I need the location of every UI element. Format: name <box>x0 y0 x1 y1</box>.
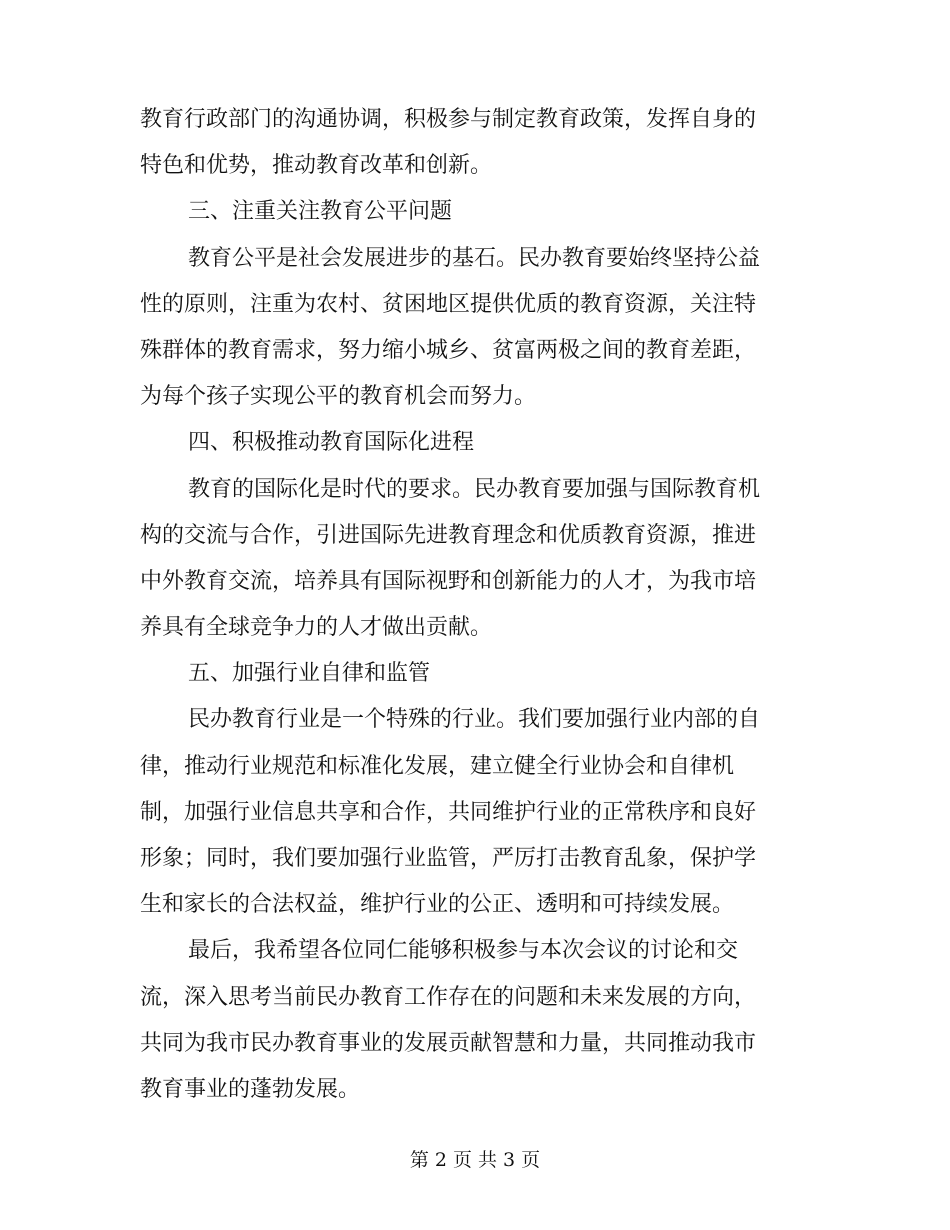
body-text-line: 为每个孩子实现公平的教育机会而努力。 <box>140 384 537 410</box>
body-text-line: 殊群体的教育需求，努力缩小城乡、贫富两极之间的教育差距， <box>140 337 757 363</box>
body-text-line: 民办教育行业是一个特殊的行业。我们要加强行业内部的自 <box>188 707 761 733</box>
body-text-line: 教育行政部门的沟通协调，积极参与制定教育政策，发挥自身的 <box>140 107 757 132</box>
body-text-line: 制，加强行业信息共享和合作，共同维护行业的正常秩序和良好 <box>140 799 757 825</box>
body-text-line: 中外教育交流，培养具有国际视野和创新能力的人才，为我市培 <box>140 568 757 594</box>
body-text-line: 特色和优势，推动教育改革和创新。 <box>140 153 493 179</box>
body-text-line: 流，深入思考当前民办教育工作存在的问题和未来发展的方向， <box>140 984 757 1010</box>
section-heading: 三、注重关注教育公平问题 <box>188 199 453 225</box>
section-heading: 四、积极推动教育国际化进程 <box>188 430 475 456</box>
body-text-line: 教育的国际化是时代的要求。民办教育要加强与国际教育机 <box>188 476 761 502</box>
body-text-line: 性的原则，注重为农村、贫困地区提供优质的教育资源，关注特 <box>140 291 757 317</box>
document-body <box>140 97 802 1113</box>
body-text-line: 教育公平是社会发展进步的基石。民办教育要始终坚持公益 <box>188 245 761 271</box>
body-text-line: 最后，我希望各位同仁能够积极参与本次会议的讨论和交 <box>188 938 739 964</box>
body-text-line: 教育事业的蓬勃发展。 <box>140 1076 361 1102</box>
body-text-line: 形象；同时，我们要加强行业监管，严厉打击教育乱象，保护学 <box>140 846 757 871</box>
page-number-footer: 第 2 页 共 3 页 <box>409 1149 541 1171</box>
body-text-line: 律，推动行业规范和标准化发展，建立健全行业协会和自律机 <box>140 753 735 779</box>
section-heading: 五、加强行业自律和监管 <box>188 661 431 687</box>
body-text-line: 构的交流与合作，引进国际先进教育理念和优质教育资源，推进 <box>140 522 757 548</box>
body-text-line: 生和家长的合法权益，维护行业的公正、透明和可持续发展。 <box>140 892 735 918</box>
body-text-line: 共同为我市民办教育事业的发展贡献智慧和力量，共同推动我市 <box>140 1030 757 1056</box>
body-text-line: 养具有全球竞争力的人才做出贡献。 <box>140 615 493 641</box>
